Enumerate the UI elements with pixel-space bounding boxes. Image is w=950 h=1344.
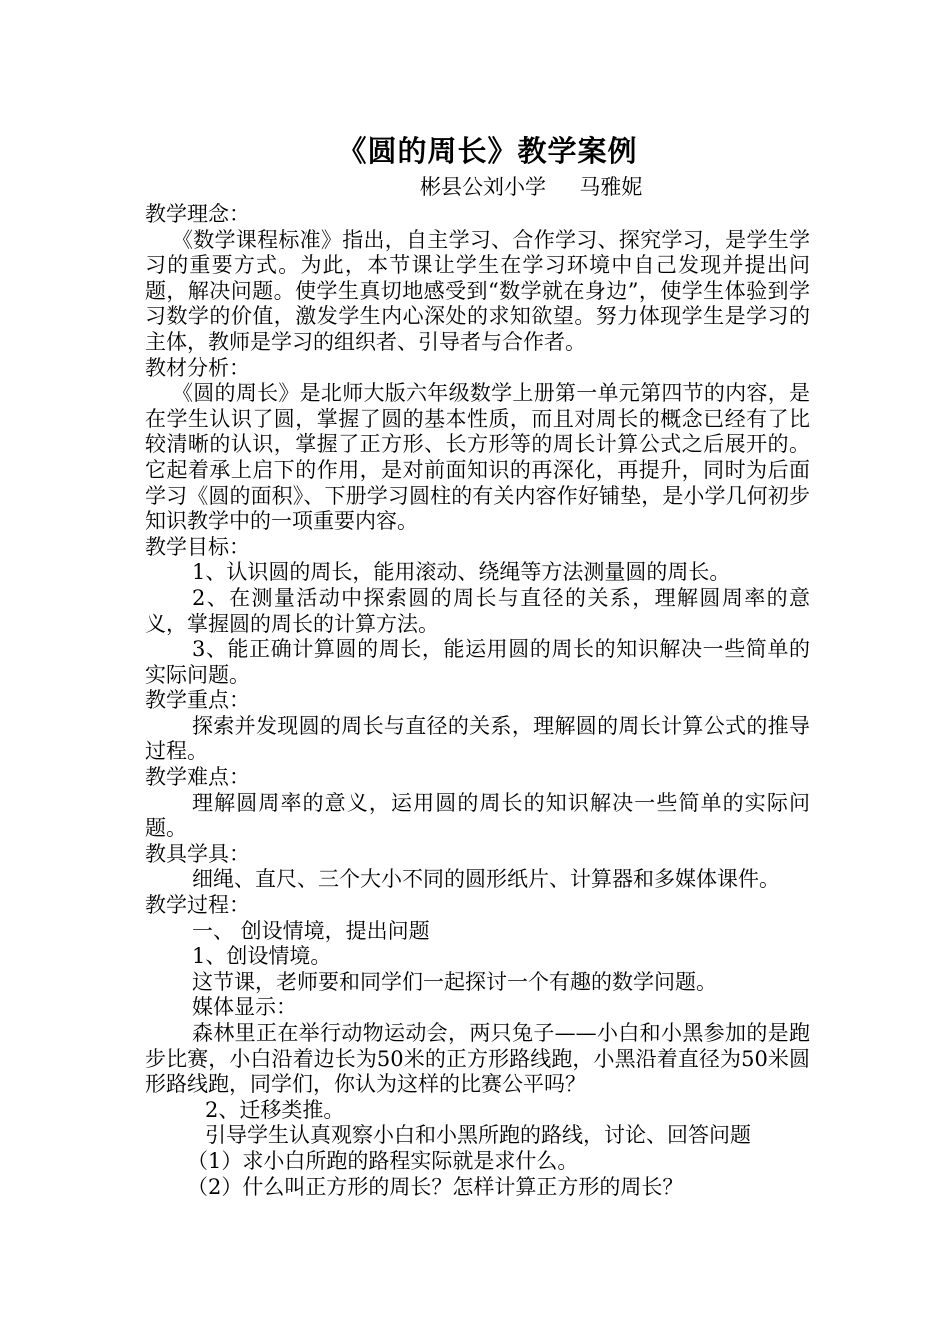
process-step-one: 一、 创设情境，提出问题 [192,918,430,943]
paragraph-idea: 《数学课程标准》指出，自主学习、合作学习、探究学习，是学生学习的重要方式。为此，本节课让学生在学习环境中自己发现并提出问题，解决问题。使学生真切地感受到“数学就在身边”，使学生体验到学习数学的价值，激发学生内心深处的求知欲望。努力体现学生是学习的主体，教师是学习的组织者、引导者与合作者。 [145,227,810,354]
paragraph-analysis: 《圆的周长》是北师大版六年级数学上册第一单元第四节的内容，是在学生认识了圆，掌握了圆的基本性质，而且对周长的概念已经有了比较清晰的认识，掌握了正方形、长方形等的周长计算公式之后展开的。它起着承上启下的作用，是对前面知识的再深化，再提升，同时为后面学习《圆的面积》、下册学习圆柱的有关内容作好铺垫，是小学几何初步知识教学中的一项重要内容。 [145,381,810,534]
section-heading-tools: 教具学具： [145,841,250,866]
document-title: 《圆的周长》教学案例 [337,134,638,168]
paragraph-story: 森林里正在举行动物运动会，两只兔子——小白和小黑参加的是跑步比赛，小白沿着边长为50米的正方形路线跑，小黑沿着直径为50米圆形路线跑，同学们，你认为这样的比赛公平吗？ [145,1021,810,1097]
goal-item-1: 1、认识圆的周长，能用滚动、绕绳等方法测量圆的周长。 [192,560,731,585]
section-heading-key: 教学重点： [145,688,250,713]
paragraph-tools: 细绳、直尺、三个大小不同的圆形纸片、计算器和多媒体课件。 [192,867,780,892]
section-heading-idea: 教学理念： [145,202,250,226]
section-heading-goals: 教学目标： [145,534,250,559]
section-heading-difficulty: 教学难点： [145,765,250,790]
paragraph-difficulty: 理解圆周率的意义，运用圆的周长的知识解决一些简单的实际问题。 [145,790,810,841]
question-1: （1）求小白所跑的路程实际就是求什么。 [187,1148,579,1173]
process-step-two-sub: 2、迁移类推。 [205,1097,345,1122]
goal-item-2: 2、在测量活动中探索圆的周长与直径的关系，理解圆周率的意义，掌握圆的周长的计算方法。 [145,585,810,636]
goal-item-3: 3、能正确计算圆的周长，能运用圆的周长的知识解决一些简单的实际问题。 [145,637,810,687]
question-2: （2）什么叫正方形的周长？怎样计算正方形的周长？ [187,1174,684,1199]
section-heading-process: 教学过程： [145,893,250,918]
paragraph-key: 探索并发现圆的周长与直径的关系，理解圆的周长计算公式的推导过程。 [145,713,810,764]
process-step-one-sub: 1、创设情境。 [192,944,332,969]
paragraph-intro: 这节课，老师要和同学们一起探讨一个有趣的数学问题。 [192,969,717,994]
section-heading-analysis: 教材分析： [145,355,250,380]
media-label: 媒体显示： [192,995,297,1020]
document-page [145,130,810,1200]
paragraph-guide: 引导学生认真观察小白和小黑所跑的路线，讨论、回答问题 [205,1123,751,1148]
author-line: 彬县公刘小学 马雅妮 [420,175,643,199]
